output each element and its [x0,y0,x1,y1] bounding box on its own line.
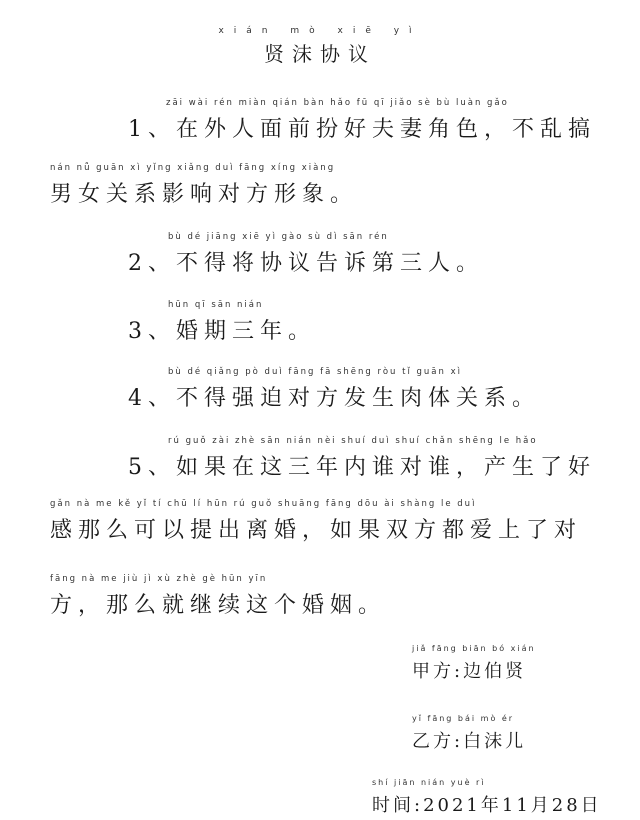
clause-4 [128,367,540,412]
signing-date [372,778,602,817]
party-a-pinyin: jiǎ fāng biān bó xián [412,644,536,653]
party-b-pinyin: yǐ fāng bái mò ér [412,714,515,723]
party-b-signature [412,714,527,753]
clause-3-text: 3、婚期三年。 [128,319,316,344]
clause-1 [128,98,596,143]
clause-2-text: 2、不得将协议告诉第三人。 [128,251,484,276]
clause-5-text: 5、如果在这三年内谁对谁，产生了好 [128,455,596,480]
clause-5-continued-text: 感那么可以提出离婚，如果双方都爱上了对 [50,518,583,543]
party-b-text: 乙方:白沫儿 [412,731,527,752]
clause-5-continued [50,499,583,544]
date-pinyin: shí jiān nián yuè rì [372,778,486,787]
party-a-signature [412,644,536,683]
clause-5-pinyin: rú guǒ zài zhè sān nián nèi shuí duì shuí chǎn shēng le hǎo [168,436,538,446]
clause-3-pinyin: hūn qī sān nián [168,300,264,310]
clause-1-continued [50,163,359,208]
clause-1-continued-pinyin: nán nǚ guān xì yǐng xiǎng duì fāng xíng xiàng [50,163,336,173]
document-title [0,26,640,67]
clause-2-pinyin: bù dé jiāng xiē yì gào sù dì sān rén [168,232,389,242]
clause-5-end-pinyin: fāng nà me jiù jì xù zhè gè hūn yīn [50,574,268,584]
date-text: 时间:2021年11月28日 [372,795,602,816]
clause-3 [128,300,316,345]
clause-4-text: 4、不得强迫对方发生肉体关系。 [128,386,540,411]
title-text: 贤沫协议 [264,42,376,66]
clause-5-end-text: 方，那么就继续这个婚姻。 [50,593,387,618]
clause-5-end [50,574,387,619]
title-pinyin: xián mò xiē yì [218,26,422,36]
clause-1-pinyin: zāi wài rén miàn qián bàn hǎo fū qī jiǎo sè bù luàn gǎo [166,98,509,108]
clause-2 [128,232,484,277]
clause-4-pinyin: bù dé qiǎng pò duì fāng fā shēng ròu tǐ guān xì [168,367,462,377]
clause-1-text: 1、在外人面前扮好夫妻角色，不乱搞 [128,117,596,142]
party-a-text: 甲方:边伯贤 [412,661,527,682]
clause-5 [128,436,596,481]
clause-5-continued-pinyin: gǎn nà me kě yǐ tí chū lí hūn rú guǒ shuāng fāng dōu ài shàng le duì [50,499,477,509]
clause-1-continued-text: 男女关系影响对方形象。 [50,182,359,207]
